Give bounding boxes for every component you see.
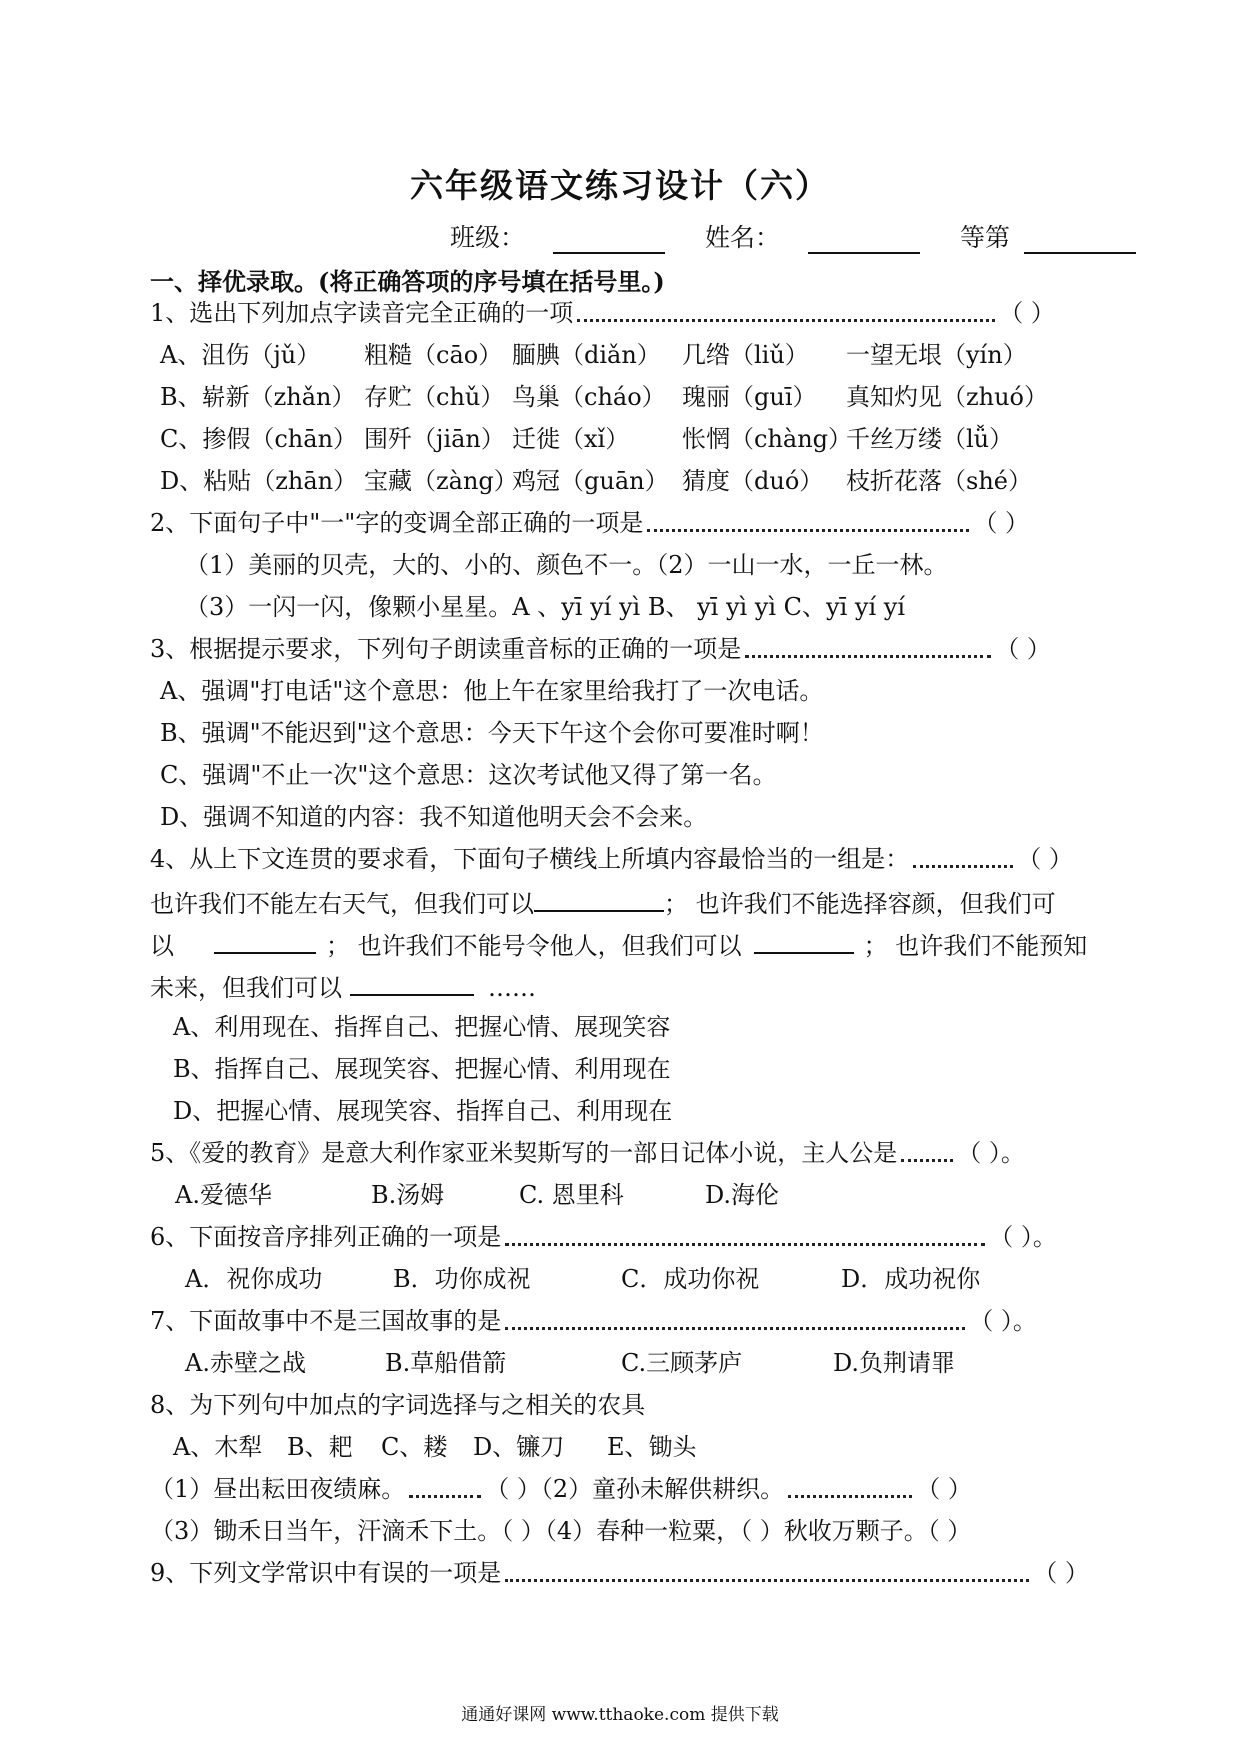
- name-blank[interactable]: [808, 226, 920, 254]
- option-item: C、掺假（chān）: [160, 425, 358, 453]
- answer-paren[interactable]: （ ）: [973, 509, 1029, 537]
- option-item: C．成功你祝: [621, 1265, 760, 1293]
- question-3-option-a: A、强调"打电话"这个意思：他上午在家里给我打了一次电话。: [160, 677, 824, 705]
- question-4-passage-line-2: [150, 928, 1087, 961]
- question-1-row-b: [160, 382, 1048, 412]
- option-item: 真知灼见（zhuó）: [846, 383, 1049, 411]
- question-8-line-2: （3）锄禾日当午，汗滴禾下土。（ ）（4）春种一粒粟，（ ）秋收万颗子。（ ）: [150, 1517, 972, 1545]
- option-item: E、锄头: [607, 1433, 697, 1461]
- question-1-row-d: [160, 466, 1032, 496]
- option-item: 几绺（liǔ）: [682, 341, 809, 369]
- option-item: B、耙: [287, 1433, 353, 1461]
- passage-text: 未来，但我们可以: [150, 974, 342, 1002]
- fill-blank[interactable]: [350, 970, 474, 996]
- option-item: 鸟巢（cháo）: [512, 383, 666, 411]
- question-9-text: 9、下列文学常识中有误的一项是: [150, 1559, 502, 1587]
- question-3-stem: [150, 634, 1051, 664]
- passage-text: ……: [488, 974, 536, 1002]
- option-item: 怅惘（chàng）: [682, 425, 853, 453]
- option-item: A、木犁: [173, 1433, 263, 1461]
- option-item: D、粘贴（zhān）: [160, 467, 358, 495]
- question-4-stem: [150, 844, 1073, 874]
- question-4-option-a: A、利用现在、指挥自己、把握心情、展现笑容: [173, 1013, 671, 1041]
- fill-blank[interactable]: [214, 928, 316, 954]
- leader-dots: [913, 853, 1013, 868]
- question-8-line-1: [150, 1474, 972, 1504]
- section-heading: 一、择优录取。(将正确答项的序号填在括号里。): [150, 267, 665, 296]
- question-7-options: [185, 1348, 955, 1378]
- question-3-option-d: D、强调不知道的内容：我不知道他明天会不会来。: [160, 803, 708, 831]
- option-item: 存贮（chǔ）: [364, 383, 505, 411]
- question-5-text: 5、《爱的教育》是意大利作家亚米契斯写的一部日记体小说，主人公是: [150, 1139, 898, 1167]
- question-2-stem: [150, 508, 1029, 538]
- option-item: A、沮伤（jǔ）: [160, 341, 321, 369]
- page-title: 六年级语文练习设计（六）: [410, 166, 830, 205]
- page-footer: 通通好课网 www.tthaoke.com 提供下载: [461, 1705, 779, 1725]
- grade-blank[interactable]: [1024, 226, 1136, 254]
- student-info-row: [450, 218, 1136, 254]
- option-item: C.三顾茅庐: [621, 1349, 743, 1377]
- leader-dots: [577, 307, 995, 322]
- question-1-text: 1、选出下列加点字读音完全正确的一项: [150, 299, 574, 327]
- question-6-options: [185, 1264, 980, 1294]
- option-item: 一望无垠（yín）: [846, 341, 1027, 369]
- leader-dots: [505, 1567, 1029, 1582]
- question-1-row-c: [160, 424, 1013, 454]
- option-item: 千丝万缕（lǚ）: [846, 425, 1014, 453]
- grade-label: 等第: [960, 223, 1011, 252]
- option-item: C. 恩里科: [519, 1181, 624, 1209]
- question-1-stem: [150, 298, 1055, 328]
- option-item: 围歼（jiān）: [364, 425, 505, 453]
- option-item: 粗糙（cāo）: [364, 341, 503, 369]
- question-6-stem: [150, 1222, 1057, 1252]
- option-item: A.赤壁之战: [185, 1349, 306, 1377]
- passage-text: ； 也许我们不能选择容颜，但我们可: [664, 890, 1056, 918]
- leader-dots: [647, 517, 969, 532]
- option-item: A．祝你成功: [185, 1265, 323, 1293]
- class-label: 班级：: [450, 223, 526, 252]
- answer-paren[interactable]: （ ）: [1033, 1559, 1089, 1587]
- passage-text: ； 也许我们不能预知: [863, 932, 1088, 960]
- question-4-text: 4、从上下文连贯的要求看，下面句子横线上所填内容最恰当的一组是：: [150, 845, 910, 873]
- answer-paren[interactable]: （ ）: [995, 635, 1051, 663]
- option-item: 猜度（duó）: [682, 467, 824, 495]
- question-4-option-d: D、把握心情、展现笑容、指挥自己、利用现在: [173, 1097, 673, 1125]
- option-item: A.爱德华: [175, 1181, 272, 1209]
- option-item: B、崭新（zhǎn）: [160, 383, 356, 411]
- leader-dots: [788, 1483, 912, 1498]
- question-8-options: [173, 1432, 697, 1462]
- question-3-option-b: B、强调"不能迟到"这个意思：今天下午这个会你可要准时啊！: [160, 719, 824, 747]
- question-2-line-2: （3）一闪一闪，像颗小星星。A 、yī yí yì B、 yī yì yì C、yī yí yí: [185, 593, 905, 621]
- option-item: D．成功祝你: [841, 1265, 981, 1293]
- leader-dots: [745, 643, 991, 658]
- question-2-line-1: （1）美丽的贝壳，大的、小的、颜色不一。（2）一山一水，一丘一林。: [185, 551, 948, 579]
- question-3-text: 3、根据提示要求，下列句子朗读重音标的正确的一项是: [150, 635, 742, 663]
- name-label: 姓名：: [705, 223, 781, 252]
- leader-dots: [505, 1231, 985, 1246]
- passage-text: ； 也许我们不能号令他人，但我们可以: [326, 932, 742, 960]
- passage-text: 以: [150, 932, 174, 960]
- question-7-stem: [150, 1306, 1037, 1336]
- leader-dots: [901, 1147, 953, 1162]
- answer-paren[interactable]: （ ）。: [969, 1307, 1037, 1335]
- passage-text: 也许我们不能左右天气，但我们可以: [150, 890, 534, 918]
- question-5-options: [175, 1180, 779, 1210]
- question-4-passage-line-3: [150, 970, 536, 1003]
- class-blank[interactable]: [553, 226, 665, 254]
- question-3-option-c: C、强调"不止一次"这个意思：这次考试他又得了第一名。: [160, 761, 777, 789]
- question-2-text: 2、下面句子中"一"字的变调全部正确的一项是: [150, 509, 644, 537]
- question-8-stem: 8、为下列句中加点的字词选择与之相关的农具: [150, 1391, 646, 1419]
- question-6-text: 6、下面按音序排列正确的一项是: [150, 1223, 502, 1251]
- option-item: 迁徙（xǐ）: [512, 425, 630, 453]
- question-8-item: （ ）（2）童孙未解供耕织。: [485, 1475, 785, 1503]
- option-item: C、耧: [381, 1433, 448, 1461]
- question-7-text: 7、下面故事中不是三国故事的是: [150, 1307, 502, 1335]
- fill-blank[interactable]: [534, 886, 664, 912]
- answer-paren[interactable]: （ ）。: [989, 1223, 1057, 1251]
- question-5-stem: [150, 1138, 1025, 1168]
- answer-paren[interactable]: （ ）: [999, 299, 1055, 327]
- fill-blank[interactable]: [754, 928, 854, 954]
- option-item: B．功你成祝: [393, 1265, 531, 1293]
- question-4-passage-line-1: [150, 886, 1056, 919]
- option-item: D.负荆请罪: [833, 1349, 956, 1377]
- option-item: 腼腆（diǎn）: [512, 341, 661, 369]
- leader-dots: [505, 1315, 965, 1330]
- leader-dots: [409, 1483, 481, 1498]
- option-item: B.草船借箭: [385, 1349, 507, 1377]
- question-4-option-b: B、指挥自己、展现笑容、把握心情、利用现在: [173, 1055, 671, 1083]
- answer-paren[interactable]: （ ）。: [957, 1139, 1025, 1167]
- question-9-stem: [150, 1558, 1089, 1588]
- option-item: 鸡冠（guān）: [512, 467, 669, 495]
- question-1-row-a: [160, 340, 1027, 370]
- question-8-item: （1）昼出耘田夜绩麻。: [150, 1475, 406, 1503]
- option-item: B.汤姆: [371, 1181, 445, 1209]
- option-item: 宝藏（zàng）: [364, 467, 518, 495]
- answer-paren[interactable]: （ ）: [1017, 845, 1073, 873]
- option-item: 瑰丽（guī）: [682, 383, 817, 411]
- option-item: D.海伦: [705, 1181, 780, 1209]
- option-item: D、镰刀: [473, 1433, 565, 1461]
- option-item: 枝折花落（shé）: [846, 467, 1032, 495]
- answer-paren[interactable]: （ ）: [916, 1475, 972, 1503]
